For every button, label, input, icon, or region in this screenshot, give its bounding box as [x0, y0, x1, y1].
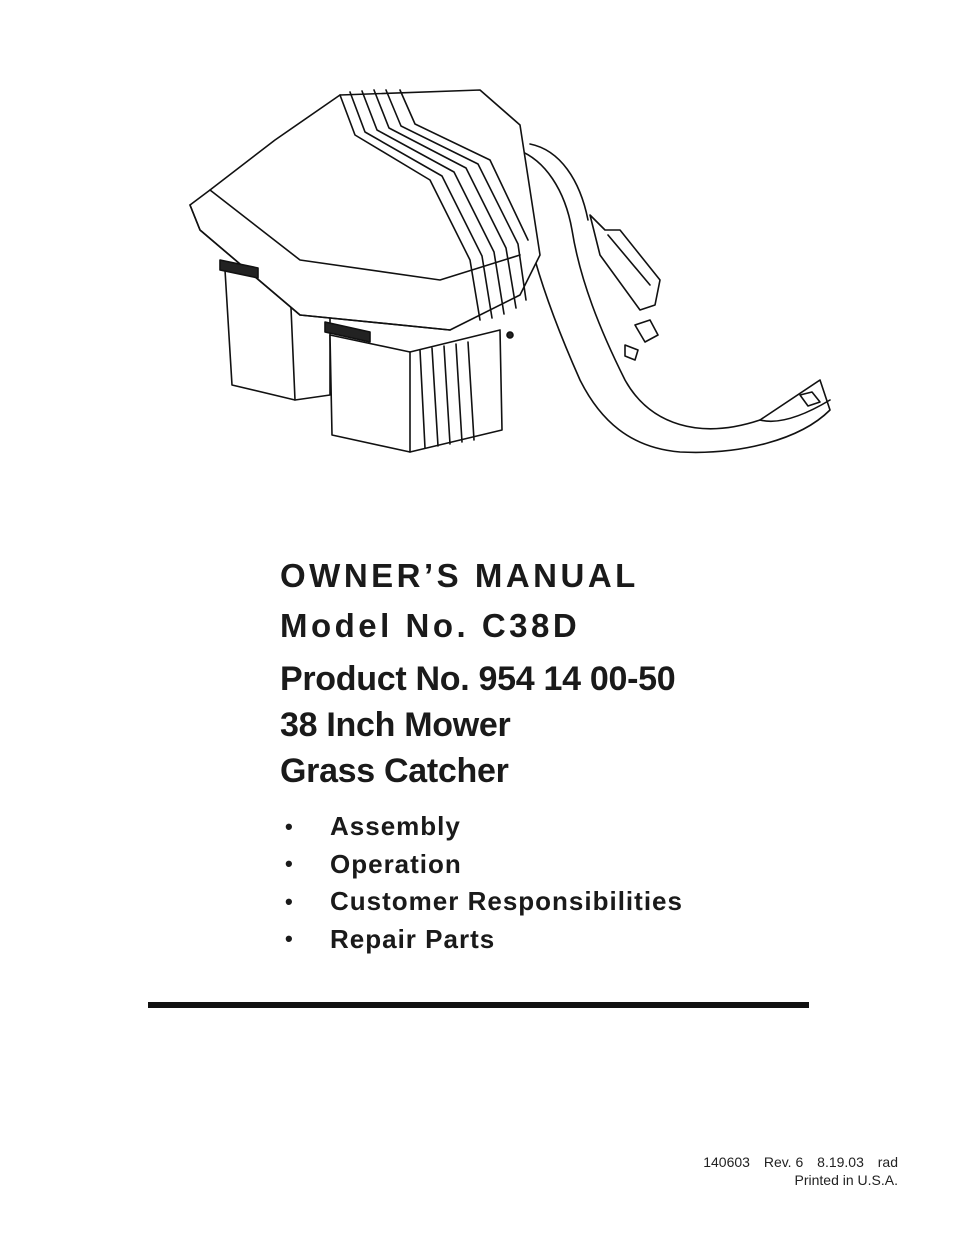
revision: Rev. 6 — [763, 1154, 804, 1170]
feature-repair-parts: Repair Parts — [330, 923, 496, 954]
printed-location: Printed in U.S.A. — [794, 1172, 898, 1188]
horizontal-divider — [148, 1002, 809, 1008]
bullet-icon: • — [285, 888, 294, 914]
list-item — [285, 921, 683, 959]
author-initials: rad — [877, 1154, 898, 1170]
product-number: Product No. 954 14 00-50 — [280, 660, 676, 698]
feature-assembly: Assembly — [330, 811, 461, 842]
feature-operation: Operation — [330, 848, 462, 879]
model-number: Model No. C38D — [280, 607, 581, 644]
bullet-icon: • — [285, 851, 294, 877]
feature-customer-responsibilities: Customer Responsibilities — [330, 886, 683, 917]
bullet-icon: • — [285, 926, 294, 952]
product-description-line1: 38 Inch Mower — [280, 706, 511, 744]
list-item — [285, 808, 683, 846]
product-description-line2: Grass Catcher — [280, 752, 509, 790]
revision-date: 8.19.03 — [817, 1154, 864, 1170]
manual-title: OWNER’S MANUAL — [280, 557, 639, 594]
list-item — [285, 883, 683, 921]
title-block — [280, 556, 900, 794]
feature-list — [285, 808, 683, 958]
revision-line — [703, 1153, 898, 1171]
grass-catcher-illustration — [180, 80, 840, 460]
list-item — [285, 846, 683, 884]
footer-info — [703, 1153, 898, 1189]
bullet-icon: • — [285, 813, 294, 839]
document-code: 140603 — [703, 1154, 750, 1170]
